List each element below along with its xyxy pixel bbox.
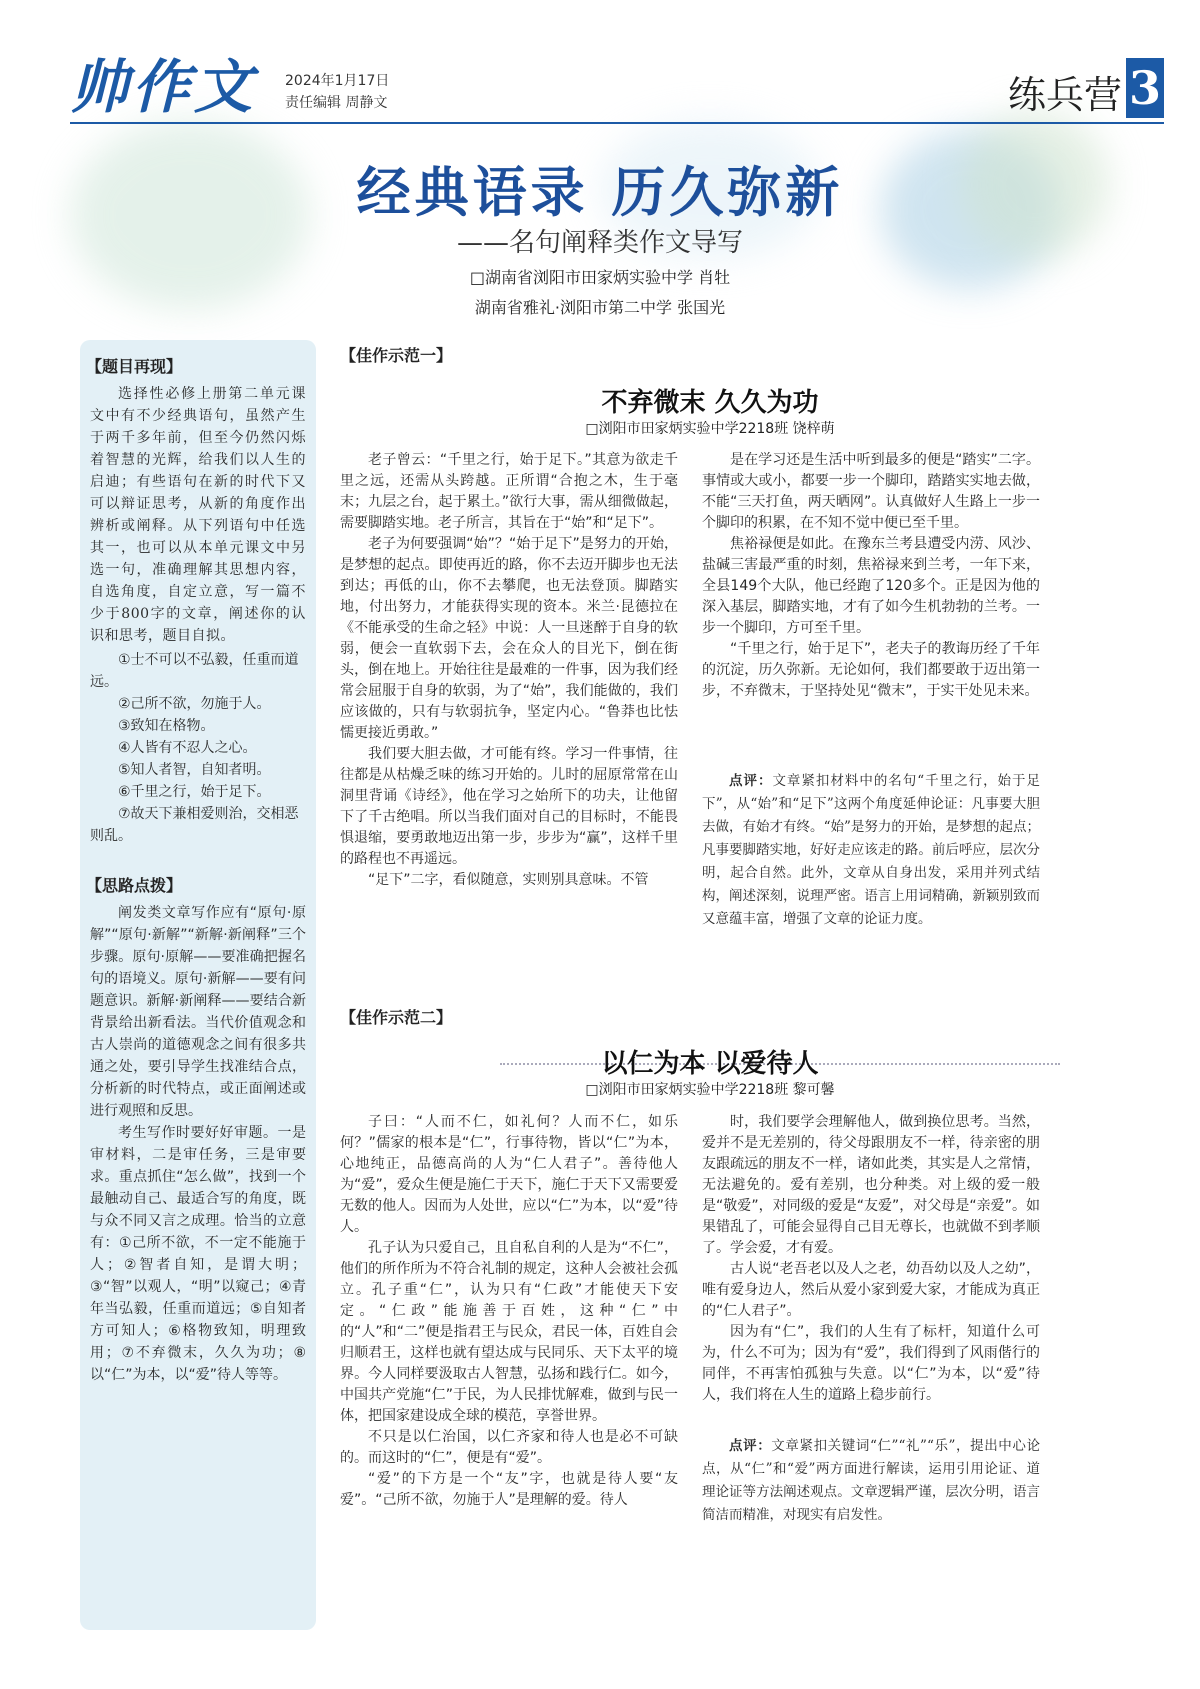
- main-title: 经典语录 历久弥新: [356, 160, 844, 224]
- sidebar-panel: [80, 340, 316, 1630]
- topic-option: ②己所不欲，勿施于人。: [118, 696, 271, 712]
- article-1-comment: [702, 770, 1040, 931]
- article-1-title: 不弃微末 久久为功: [601, 388, 819, 418]
- paragraph: 我们要大胆去做，才可能有终。学习一件事情，往往都是从枯燥乏味的练习开始的。儿时的屈原常常在山洞里背诵《诗经》，他在学习之始所下的功夫，让他留下了千古绝唱。所以当我们面对自己的目标时，不能畏惧退缩，要勇敢地迈出第一步，步步为“赢”，这样千里的路程也不再遥远。: [340, 746, 678, 867]
- idea-heading: 【思路点拨】: [86, 876, 183, 895]
- author-line-2: 湖南省雅礼·浏阳市第二中学 张国光: [474, 298, 726, 317]
- paragraph: 不只是以仁治国，以仁齐家和待人也是必不可缺的。而这时的“仁”，便是有“爱”。: [340, 1429, 678, 1466]
- paragraph: 因为有“仁”，我们的人生有了标杆，知道什么可为，什么不可为；因为有“爱”，我们得到了风雨偕行的同伴，不再害怕孤独与失意。以“仁”为本，以“爱”待人，我们将在人生的道路上稳步前行。: [702, 1324, 1040, 1403]
- responsible-editor: 责任编辑 周静文: [285, 95, 388, 111]
- paragraph: 时，我们要学会理解他人，做到换位思考。当然，爱并不是无差别的，待父母跟朋友不一样，待亲密的朋友跟疏远的朋友不一样，诸如此类，其实是人之常情，无法避免的。爱有差别，也分种类。对上级的爱一般是“敬爱”，对同级的爱是“友爱”，对父母是“亲爱”。如果错乱了，可能会显得自己目无尊长，也就做不到孝顺了。学会爱，才有爱。: [702, 1114, 1040, 1256]
- article-2-column-left: [340, 1112, 678, 1511]
- comment-label: 点评：: [729, 1438, 772, 1454]
- topic-heading: 【题目再现】: [86, 357, 183, 376]
- paragraph: “足下”二字，看似随意，实则别具意味。不管: [368, 872, 649, 888]
- article-1-column-right: [702, 450, 1040, 702]
- article-2-comment: [702, 1435, 1040, 1527]
- paragraph: 老子曾云：“千里之行，始于足下。”其意为欲走千里之远，还需从头跨越。正所谓“合抱之木，生于毫末；九层之台，起于累土。”欲行大事，需从细微做起，需要脚踏实地。老子所言，其旨在于“始”和“足下”。: [340, 452, 678, 531]
- topic-option: ⑤知人者智，自知者明。: [118, 762, 271, 778]
- article-2-column-right: [702, 1112, 1040, 1406]
- idea-paragraph: 阐发类文章写作应有“原句·原解”“原句·新解”“新解·新阐释”三个步骤。原句·原解——要准确把握名句的语境义。原句·新解——要有问题意识。新解·新阐释——要结合新背景给出新看法。当代价值观念和古人崇尚的道德观念之间有很多共通之处，要引导学生找准结合点，分析新的时代特点，或正面阐述或进行观照和反思。: [90, 905, 306, 1119]
- author-line-1: □湖南省浏阳市田家炳实验中学 肖牡: [469, 268, 731, 287]
- comment-text: 文章紧扣关键词“仁”“礼”“乐”，提出中心论点，从“仁”和“爱”两方面进行解读，运用引用论证、道理论证等方法阐述观点。文章逻辑严谨，层次分明，语言简洁而精准，对现实有启发性。: [702, 1438, 1041, 1523]
- paragraph: 古人说“老吾老以及人之老，幼吾幼以及人之幼”，唯有爱身边人，然后从爱小家到爱大家，才能成为真正的“仁人君子”。: [702, 1261, 1040, 1319]
- section-name: 练兵营: [1007, 73, 1122, 117]
- masthead-rule: [70, 122, 1164, 124]
- topic-text: 选择性必修上册第二单元课文中有不少经典语句，虽然产生于两千多年前，但至今仍然闪烁着智慧的光辉，给我们以人生的启迪；有些语句在新的时代下又可以辩证思考，从新的角度作出辨析或阐释。从下列语句中任选其一，也可以从本单元课文中另选一句，准确理解其思想内容，自选角度，自定立意，写一篇不少于800字的文章，阐述你的认识和思考，题目自拟。: [90, 386, 306, 644]
- paragraph: 孔子认为只爱自己，且自私自利的人是为“不仁”，他们的所作所为不符合礼制的规定，这种人会被社会孤立。孔子重“仁”，认为只有“仁政”才能使天下安定。“仁政”能施善于百姓，这种“仁”中的“人”和“二”便是指君王与民众，君民一体，百姓自会归顺君王，这样也就有望达成与民同乐、天下太平的境界。今人同样要汲取古人智慧，弘扬和践行仁。如今，中国共产党施“仁”于民，为人民排忧解难，做到与民一体，把国家建设成全球的模范，享誉世界。: [340, 1240, 678, 1424]
- article-1-column-left: [340, 450, 678, 891]
- topic-option: ⑦故天下兼相爱则治，交相恶则乱。: [90, 806, 299, 844]
- topic-options: [90, 649, 306, 847]
- comment-text: 文章紧扣材料中的名句“千里之行，始于足下”，从“始”和“足下”这两个角度延伸论证：凡事要大胆去做，有始才有终。“始”是努力的开始，是梦想的起点；凡事要脚踏实地，好好走应该走的路。前后呼应，层次分明，起合自然。此外，文章从自身出发，采用并列式结构，阐述深刻，说理严密。语言上用词精确，新颖别致而又意蕴丰富，增强了文章的论证力度。: [702, 773, 1041, 927]
- article-2-title: 以仁为本 以爱待人: [601, 1049, 819, 1079]
- idea-paragraph: 考生写作时要好好审题。一是审材料，二是审任务，三是审要求。重点抓住“怎么做”，找到一个最触动自己、最适合写的角度，既与众不同又言之成理。恰当的立意有：①己所不欲，不一定不能施于人；②智者自知，是谓大明；③“智”以观人，“明”以窥己；④青年当弘毅，任重而道远；⑤自知者方可知人；⑥格物致知，明理致用；⑦不弃微末，久久为功；⑧以“仁”为本，以“爱”待人等等。: [90, 1125, 306, 1383]
- paragraph: “爱”的下方是一个“友”字，也就是待人要“友爱”。“己所不欲，勿施于人”是理解的爱。待人: [340, 1471, 678, 1508]
- paragraph: 老子为何要强调“始”？“始于足下”是努力的开始，是梦想的起点。即使再近的路，你不去迈开脚步也无法到达；再低的山，你不去攀爬，也无法登顶。脚踏实地，付出努力，才能获得实现的资本。米兰·昆德拉在《不能承受的生命之轻》中说：人一旦迷醉于自身的软弱，便会一直软弱下去，会在众人的目光下，倒在街头，倒在地上。开始往往是最难的一件事，因为我们经常会屈服于自身的软弱，为了“始”，我们能做的，我们应该做的，只有与软弱抗争，坚定内心。“鲁莽也比怯懦更接近勇敢。”: [340, 536, 678, 741]
- page-number: 3: [1126, 58, 1164, 118]
- article-1-byline: □浏阳市田家炳实验中学2218班 饶梓萌: [585, 421, 835, 437]
- article-1-tag: 【佳作示范一】: [340, 346, 453, 365]
- paragraph: 是在学习还是生活中听到最多的便是“踏实”二字。事情或大或小，都要一步一个脚印，踏踏实实地去做，不能“三天打鱼，两天晒网”。认真做好人生路上一步一个脚印的积累，在不知不觉中便已至千里。: [702, 452, 1040, 531]
- subtitle: ——名句阐释类作文导写: [456, 228, 743, 258]
- paragraph: 子曰：“人而不仁，如礼何？人而不仁，如乐何？”儒家的根本是“仁”，行事待物，皆以“仁”为本，心地纯正，品德高尚的人为“仁人君子”。善待他人为“爱”，爱众生便是施仁于天下，施仁于天下又需要爱无数的他人。因而为人处世，应以“仁”为本，以“爱”待人。: [340, 1114, 678, 1235]
- article-2-tag: 【佳作示范二】: [340, 1008, 453, 1027]
- paragraph: 焦裕禄便是如此。在豫东兰考县遭受内涝、风沙、盐碱三害最严重的时刻，焦裕禄来到兰考，一年下来，全县149个大队，他已经跑了120多个。正是因为他的深入基层，脚踏实地，才有了如今生机勃勃的兰考。一步一个脚印，方可至千里。: [702, 536, 1040, 636]
- comment-label: 点评：: [729, 773, 773, 789]
- topic-option: ⑥千里之行，始于足下。: [118, 784, 271, 800]
- newspaper-logo: 帅作文: [70, 53, 257, 121]
- topic-option: ④人皆有不忍人之心。: [118, 740, 257, 756]
- topic-option: ①士不可以不弘毅，任重而道远。: [90, 652, 299, 690]
- paragraph: “千里之行，始于足下”，老夫子的教诲历经了千年的沉淀，历久弥新。无论如何，我们都要敢于迈出第一步，不弃微末，于坚持处见“微末”，于实干处见未来。: [702, 641, 1040, 699]
- issue-date: 2024年1月17日: [285, 73, 390, 89]
- article-2-byline: □浏阳市田家炳实验中学2218班 黎可馨: [585, 1082, 835, 1098]
- topic-option: ③致知在格物。: [118, 718, 215, 734]
